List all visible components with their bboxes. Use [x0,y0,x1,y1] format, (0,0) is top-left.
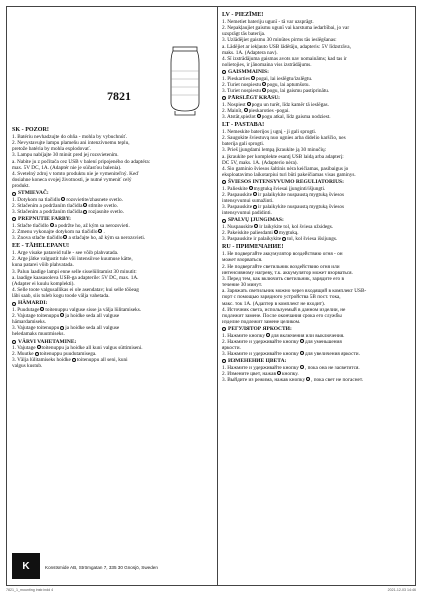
power-button-icon [244,108,248,112]
instruction-text-after-icon: кнопку. [281,370,299,377]
instruction-text-after-icon: ir laikykite tol, kol šviesa užsidegs. [259,223,334,230]
power-button-icon [300,365,304,369]
instruction-text: 3. Paspauskite [222,204,253,211]
instruction-text: 2. Saugokite šviestuvą nuo ugnies arba didelio karščio, nes [222,135,346,142]
instruction-text: 2. Nepakļaujiet gaismu ugunī vai karstuma iedarbībai, jo var [222,25,350,32]
instruction-text: läbi saab, siis tuleb kogu toode välja vahetada. [12,293,110,300]
instruction-text: 3. Нажмите и удерживайте кнопку [222,351,299,358]
instruction-text: 1. Нажмите и удерживайте кнопку [222,364,299,371]
instruction-text: 3. Lampu nabíjajte 30 minút pred jej rozsvietením. [12,152,119,159]
instruction-text: a. įkraukite per komplekte esantį USB laidą arba adapterį: [222,153,344,160]
power-button-icon [277,371,281,375]
instruction-text-after-icon: stlmíte svetlo. [88,202,118,209]
instruction-text: valgus kustub. [12,363,43,370]
section-heading: RU - ПРИМЕЧАНИЕ! [222,244,284,251]
subsection-heading-text: HÄMARDI: [18,300,48,307]
power-button-icon [262,82,266,86]
instruction-text: 1. Nuspauskite [222,223,254,230]
instruction-line [12,293,213,299]
instruction-text: 3. Выйдите из режима, нажав кнопку [222,376,306,383]
subsection-heading-text: STMIEVAČ: [18,190,49,197]
instruction-text-after-icon: tol, kol šviesa išsijungs. [287,236,338,243]
instruction-line [222,114,413,120]
instruction-text-after-icon: для увеличения яркости. [304,351,360,358]
subsection-heading-text: ŠVIESOS INTENSYVUMO REGULIATORIUS: [228,179,344,186]
power-button-icon [40,307,44,311]
power-button-icon [61,197,65,201]
instruction-text-after-icon: ja hoidke seda all valguse [65,325,120,332]
instruction-text-after-icon: toitenuppu all seni, kuni [76,357,128,364]
instruction-text: 2. Zmenu vykonajte dotykom na tlačidlo [12,228,98,235]
instruction-text: heledamaks muutmiseks. [12,331,65,338]
instruction-text-after-icon: a stlačajte ho, až kým sa nerozsvieti. [68,235,146,241]
instruction-text: 4. Šio gaminio šviesos šaltinis nėra keičiamas, pasibaigus jo [222,165,349,172]
instruction-text-after-icon: pogu, lai aptumšotu. [266,81,310,88]
instruction-text: intensyvumui sumažinti. [222,197,274,204]
power-button-icon [83,210,87,214]
subsection-heading-text: PĀRSLĒGT KRĀSU: [228,95,281,102]
instruction-text-after-icon: rozjasníte svetlo. [88,209,124,216]
instruction-text: 2. Pakeiskite paliesdami [222,230,273,236]
instruction-line [222,236,413,242]
instruction-text: может взорваться. [222,257,263,264]
instruction-sheet [6,6,416,586]
power-button-icon [253,192,257,196]
instruction-text: 1. Ärge visake patareid tulle - see võib plahvatada. [12,250,119,257]
instruction-text: a. Заряжать светильник можно через входящий в комплект USB- [222,288,367,295]
instruction-text: интенсивному нагреву, т.к. аккумулятор может взорваться. [222,269,353,276]
instruction-text: produkt. [12,183,30,190]
instruction-text: maks. 1A. (Adaptera nav). [222,49,278,56]
instruction-text: 2. Не подвергайте светильник воздействию огня или [222,263,340,270]
power-button-icon [60,313,64,317]
instruction-text: изделие подлежит замене целиком. [222,319,301,326]
instruction-text-after-icon: для включения или выключения. [270,332,345,339]
instruction-text: 3. Stlačením a podržaním tlačidla [12,209,83,216]
instruction-text: подлежит замене. После окончания срока его службы [222,312,342,319]
instruction-text: 1. Не подвергайте аккумулятор воздействию огня - он [222,251,343,258]
instruction-text: 2. Измените цвет, нажав [222,370,276,377]
power-button-icon [63,235,67,239]
instruction-line [12,209,213,215]
konstsmide-logo-icon [12,553,40,579]
power-button-icon [274,230,278,234]
instruction-text: 2. Turiet nospiestu [222,81,261,88]
column-divider [217,7,218,585]
right-column [222,10,413,383]
instruction-line [222,62,413,68]
instruction-text: 1. Batériu nevhadzujte do ohňa - mohla by vybuchnúť. [12,134,128,140]
instruction-text-after-icon: pogu un turēt, līdz kamēr tā ieslēgas. [251,101,329,108]
instruction-text: макс. ток 1А. (Адаптер в комплект не входит). [222,300,326,307]
instruction-text-after-icon: pogu, lai gaismu pastiprinātu. [266,87,330,94]
instruction-text: порт с помощью зарядного устройства 5В пост. тока, [222,294,341,301]
instruction-text: 1. Vajutage [12,345,36,351]
instruction-text-after-icon: , пока она не засветится. [304,364,360,371]
instruction-text: 2. Stlačením a podržaním tlačidla [12,202,83,209]
instruction-text-after-icon: mygtuką šviesai įjunginti/išjungti. [253,185,326,192]
instruction-text: 1. Nemeskite baterijos į ugnį - ji gali sprogti. [222,129,317,135]
instruction-text: 2. Paspauskite [222,191,253,198]
instruction-text: 4. Источник света, используемый в данном изделии, не [222,306,346,313]
power-button-icon [266,333,270,337]
instruction-text: max. 5V DC, 1A. (Adaptér nie je súčasťou balenia). [12,164,122,171]
section-heading: SK - POZOR! [12,127,49,133]
instruction-text-after-icon: toitenuppu ja hoidke all kuni valgus süttimiseni. [41,345,143,351]
instruction-text-after-icon: rozsvietite/zhasnete svetlo. [66,196,123,203]
instruction-line [222,319,413,325]
power-button-icon [254,224,258,228]
instruction-text: 3. Перед тем, как включить светильник, зарядите его в [222,275,344,282]
power-button-icon [12,217,16,221]
power-button-icon [98,228,105,235]
instruction-text: 3. Turiet nospiestu [222,87,261,94]
instruction-text-after-icon: a podržte ho, až kým sa nerozsvieti. [54,222,130,229]
instruction-text: 2. Нажмите и удерживайте кнопку [222,338,299,345]
power-button-icon [50,223,54,227]
instruction-text: яркости. [222,344,241,351]
instruction-text-after-icon: pieskaroties -pogai. [248,107,290,114]
instruction-text: 2. Nevystavujte lampu plameňu ani intenzívnemu teplu, [12,140,130,147]
subsection-heading-text: РЕГУЛЯТОР ЯРКОСТИ: [228,326,292,333]
power-button-icon [306,377,310,381]
instruction-line [12,183,213,189]
instruction-text-after-icon: toitenuppu puudutamisega. [39,351,97,358]
product-number: 7821 [107,89,131,103]
power-button-icon [251,76,255,80]
instruction-text: течение 30 минут. [222,282,263,289]
instruction-text: 3. Välja lülitamiseks hoidke [12,357,71,364]
instruction-line [12,331,213,337]
power-button-icon [222,327,226,331]
instruction-text-after-icon: . [103,228,105,235]
instruction-text-after-icon: ir palaikykite nuspaustą mygtuką šviesos [258,191,345,198]
subsection-heading-text: SPALVŲ ĮJUNGIMAS: [228,217,284,224]
power-button-icon [300,339,304,343]
instruction-line [222,210,413,216]
power-button-icon [257,114,261,118]
instruction-text: 1. Нажмите кнопку [222,332,265,339]
power-button-icon [83,203,87,207]
instruction-text: 3. Znova stlačte tlačidlo [12,235,63,241]
instruction-text: 3. Vajutage toitenuppu [12,325,60,332]
instruction-text: a. Nabite ju z počítača cez USB v balení pripojeného do adaptéra: [12,158,151,165]
power-button-icon [249,186,253,190]
instruction-text: 4. Selle toote valgusallikas ei ole asendatav; kui selle tööeag [12,287,139,294]
instruction-text: nolietojies, ir jānomaina viss izstrādājums. [222,62,312,69]
instruction-line [12,235,213,241]
instruction-text: 2. Vajutage toitenuppu [12,312,60,319]
section-heading: LT - PASTABA! [222,122,265,128]
power-button-icon [222,96,226,100]
instruction-text: 3. Paspauskite ir palaikykite [222,236,282,243]
instruction-text: intensyvumui padidinti. [222,210,272,217]
power-button-icon [37,345,41,349]
svg-text:K: K [22,561,30,572]
instruction-text: kuna patarei võib plahvatada. [12,262,74,269]
instruction-text-after-icon: ir palaikykite nuspaustą mygtuką šviesos [258,204,345,211]
instruction-text: 3. Prieš įjungdami lempą įkraukite ją 30 minučių: [222,147,327,154]
instruction-text: 4. Svetelný zdroj v tomto produktu nie je vymeniteľný. Keď [12,170,139,177]
instruction-text: 1. Puudutage [12,306,40,313]
instruction-text: 1. Nemetiet bateriju ugunī - tā var uzsprāgt. [222,19,314,25]
instruction-line [222,172,413,178]
power-button-icon [262,88,266,92]
section-heading: LV - PIEZĪME! [222,12,264,18]
section-heading: EE - TÄHELEPANU! [12,243,69,250]
power-button-icon [35,352,39,356]
slug-timestamp: 2021-12-03 14:46 [387,588,416,592]
instruction-text: uzsprāgt tās baterija. [222,31,266,38]
instruction-text-after-icon: для уменьшения [304,338,342,345]
subsection-heading-text: ИЗМЕНЕНИЕ ЦВЕТА: [228,358,287,365]
instruction-text: (Adapter ei kuulu komplekti). [12,280,75,287]
instruction-text: dosiahne koneca svojej životnosti, je nutné vymeniť celý [12,177,132,184]
instruction-text-after-icon: toitenuppu valguse sisse ja välja lülitamiseks. [45,306,142,313]
power-button-icon [60,326,64,330]
instruction-text: 2. Mainīt, [222,107,243,114]
slug-filename: 7821_1_mounting instr.indd 4 [6,588,54,592]
instruction-text: hämardamiseks. [12,319,46,326]
company-address: Konstsmide AB, Strömgatan 7, 335 30 Gnosjö, Sweden [45,565,158,570]
instruction-text-after-icon: , пока свет не погаснет. [311,376,364,383]
power-button-icon [222,70,226,74]
instruction-line [12,363,213,369]
power-button-icon [222,180,226,184]
instruction-text: a. Lādējiet ar iekļauto USB lādētāju, adapteris: 5V līdzstrāva, [222,43,351,50]
instruction-text: 1. Nospiest [222,101,246,108]
instruction-text: 3. Palun laadige lampi enne selle sisselülitamist 30 minutit: [12,268,137,275]
power-button-icon [253,205,257,209]
power-button-icon [222,219,226,223]
instruction-text: 2. Muutke [12,351,34,358]
instruction-text: baterija gali sprogti. [222,141,265,148]
instruction-text: eksploatavimo laikotarpiui turi būti pakeičiamas visas gaminys. [222,172,356,179]
instruction-text: 1. Stlačte tlačidlo [12,222,49,229]
subsection-heading-text: PREPNUTIE FARBY: [18,216,72,223]
power-button-icon [12,192,16,196]
instruction-text-after-icon: pogai, lai ieslēgtu/izslēgtu. [256,75,313,82]
power-button-icon [12,340,16,344]
instruction-text: 4. Šī izstrādājuma gaismas avots nav nomaināms; kad tas ir [222,55,347,62]
instruction-text-after-icon: mygtuką. [278,230,299,236]
power-button-icon [222,359,226,363]
power-button-icon [300,351,304,355]
instruction-text: 1. Pieskarties [222,75,250,82]
instruction-text: pretože batéria by mohla explodovať. [12,146,91,153]
instruction-text-after-icon: pogu atkal, līdz gaisma nodziest. [261,113,331,120]
subsection-heading-text: VÄRVI VAHETAMINE: [18,338,77,345]
instruction-line [222,377,413,383]
lamp-illustration [167,45,203,117]
subsection-heading-text: GAISMMAINIS: [228,69,269,76]
instruction-text: a. laadige kaasasoleva USB-ga adapterile: 5V DC, max. 1A. [12,274,139,281]
instruction-text: DC 5V, maks. 1A. (Adapterio nėra). [222,159,298,166]
instruction-text: 2. Ärge jätke valgustit tule või intensiivse kuumuse kätte, [12,256,133,263]
instruction-text: 3. Atstāt,spiežot [222,113,256,120]
power-button-icon [12,302,16,306]
power-button-icon [247,102,251,106]
instruction-line [222,88,413,94]
instruction-text: 1. Dotykom na tlačidlo [12,196,61,203]
power-button-icon [282,237,286,241]
instruction-text: 3. Uzlādējiet gaismu 30 minūtes pirms tās ieslēgšanas: [222,37,337,44]
instruction-line [222,351,413,357]
instruction-text: 1. Palieskite [222,185,248,192]
instruction-text-after-icon: ja hoidke seda all valguse [65,312,120,319]
power-button-icon [72,358,76,362]
footer [12,553,212,579]
